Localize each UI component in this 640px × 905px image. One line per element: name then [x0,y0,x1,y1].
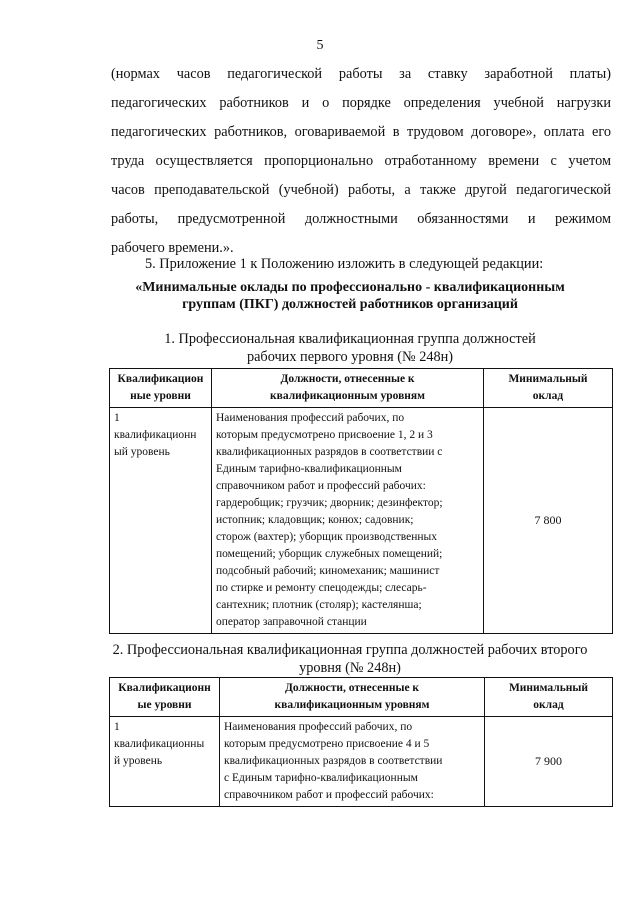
page-number: 5 [316,38,324,53]
header-text: ные уровни [130,390,191,402]
header-text: квалификационным уровням [270,390,425,402]
position-text: по стирке и ремонту спецодежды; слесарь- [216,582,427,594]
positions-cell [220,717,485,807]
heading-line: группам (ПКГ) должностей работников организаций [182,297,518,312]
position-text: подсобный рабочий; киномеханик; машинист [216,565,440,577]
header-salary [484,369,613,408]
table-header-row [110,678,613,717]
level-cell [110,717,220,807]
caption-line: 1. Профессиональная квалификационная группа должностей [164,331,536,347]
level-text: ый уровень [114,446,170,458]
salary-cell: 7 800 [484,408,613,634]
level-cell [110,408,212,634]
paragraph-line: работы, предусмотренной должностными обязанностями и режимом [111,211,611,227]
position-text: Наименования профессий рабочих, по [216,412,405,424]
level-text: 1 [114,412,120,424]
paragraph-line: педагогических работников и о порядке определения учебной нагрузки [111,95,611,111]
paragraph-line: рабочего времени.». [111,240,234,256]
paragraph-line: часов преподавательской (учебной) работы, а также другой педагогической [111,182,611,198]
header-levels [110,678,220,717]
header-levels [110,369,212,408]
position-text: справочником работ и профессий рабочих: [216,480,426,492]
level-text: квалификационны [114,738,205,750]
table-row [110,408,613,634]
paragraph-line: (нормах часов педагогической работы за ставку заработной платы) [111,66,611,82]
position-text: которым предусмотрено присвоение 4 и 5 [224,738,430,750]
position-text: сантехник; плотник (столяр); кастелянша; [216,599,422,611]
header-text: оклад [532,390,564,402]
paragraph-line: педагогических работников, оговариваемой в трудовом договоре», оплата его [111,124,611,140]
intro-paragraph [111,60,611,263]
document-heading [90,279,610,313]
header-positions [220,678,485,717]
table-caption [80,330,620,366]
position-text: оператор заправочной станции [216,616,367,628]
pkg-table-first-level [109,368,613,634]
position-text: квалификационных разрядов в соответствии с [216,446,443,458]
header-text: квалификационным уровням [274,699,430,711]
position-text: гардеробщик; грузчик; дворник; дезинфектор; [216,497,443,509]
position-text: справочником работ и профессий рабочих: [224,789,434,801]
position-text: Наименования профессий рабочих, по [224,721,413,733]
heading-line: «Минимальные оклады по профессионально - квалификационным [135,280,565,295]
salary-cell: 7 900 [485,717,613,807]
caption-line: рабочих первого уровня (№ 248н) [246,349,454,365]
paragraph-line: труда осуществляется пропорционально отработанному времени с учетом [111,153,611,169]
positions-cell [212,408,484,634]
header-text: Должности, отнесенные к [280,373,415,385]
position-text: которым предусмотрено присвоение 1, 2 и 3 [216,429,433,441]
caption-line: уровня (№ 248н) [299,660,401,676]
position-text: квалификационных разрядов в соответствии [224,755,443,767]
header-text: Квалификацион [117,373,204,385]
header-text: Должности, отнесенные к [284,682,420,694]
header-text: ые уровни [137,699,192,711]
header-salary [485,678,613,717]
header-text: Квалификационн [118,682,211,694]
section-item: 5. Приложение 1 к Положению изложить в следующей редакции: [145,256,544,272]
header-text: Минимальный [508,682,589,694]
caption-line: 2. Профессиональная квалификационная группа должностей рабочих второго [112,642,588,658]
position-text: Единым тарифно-квалификационным [216,463,402,475]
table-caption [80,641,620,677]
position-text: помещений; уборщик служебных помещений; [216,548,443,560]
header-text: оклад [533,699,564,711]
position-text: сторож (вахтер); уборщик производственных [216,531,437,543]
header-text: Минимальный [508,373,588,385]
level-text: 1 [114,721,120,733]
header-positions [212,369,484,408]
table-header-row [110,369,613,408]
pkg-table-second-level [109,677,613,807]
position-text: с Единым тарифно-квалификационным [224,772,418,784]
level-text: й уровень [114,755,163,767]
position-text: истопник; кладовщик; конюх; садовник; [216,514,414,526]
level-text: квалификационн [114,429,197,441]
table-row [110,717,613,807]
